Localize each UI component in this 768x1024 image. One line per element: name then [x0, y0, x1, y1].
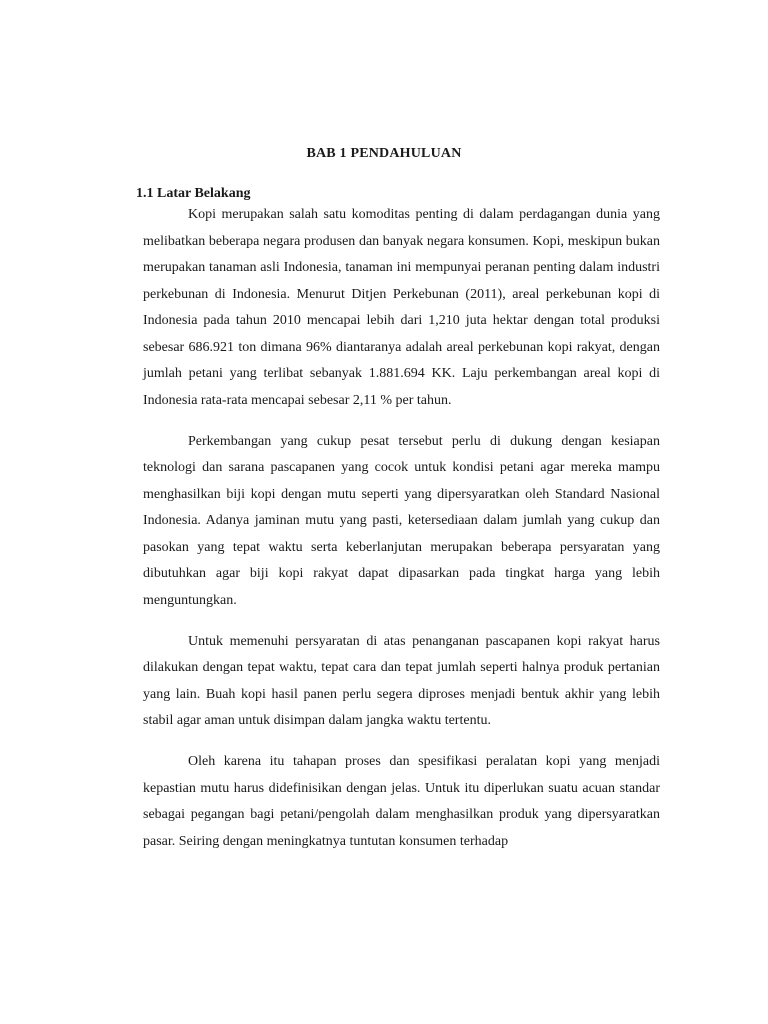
paragraph: Oleh karena itu tahapan proses dan spesifikasi peralatan kopi yang menjadi kepastian mutu harus didefinisikan dengan jelas. Untuk itu diperlukan suatu acuan standar sebagai pegangan bagi petani/pengolah dalam menghasilkan produk yang dipersyaratkan pasar. Seiring dengan meningkatnya tuntutan konsumen terhadap — [143, 754, 660, 849]
body-text — [143, 202, 660, 855]
chapter-title: BAB 1 PENDAHULUAN — [306, 146, 462, 161]
paragraph: Untuk memenuhi persyaratan di atas penanganan pascapanen kopi rakyat harus dilakukan dengan tepat waktu, tepat cara dan tepat jumlah seperti halnya produk pertanian yang lain. Buah kopi hasil panen perlu segera diproses menjadi bentuk akhir yang lebih stabil agar aman untuk disimpan dalam jangka waktu tertentu. — [143, 633, 660, 728]
section-heading: 1.1 Latar Belakang — [136, 186, 251, 201]
paragraph: Kopi merupakan salah satu komoditas penting di dalam perdagangan dunia yang melibatkan beberapa negara produsen dan banyak negara konsumen. Kopi, meskipun bukan merupakan tanaman asli Indonesia, tanaman ini mempunyai peranan penting dalam industri perkebunan di Indonesia. Menurut Ditjen Perkebunan (2011), areal perkebunan kopi di Indonesia pada tahun 2010 mencapai lebih dari 1,210 juta hektar dengan total produksi sebesar 686.921 ton dimana 96% diantaranya adalah areal perkebunan kopi rakyat, dengan jumlah petani yang terlibat sebanyak 1.881.694 KK. Laju perkembangan areal kopi di Indonesia rata-rata mencapai sebesar 2,11 % per tahun. — [143, 207, 660, 408]
paragraph: Perkembangan yang cukup pesat tersebut perlu di dukung dengan kesiapan teknologi dan sarana pascapanen yang cocok untuk kondisi petani agar mereka mampu menghasilkan biji kopi dengan mutu seperti yang dipersyaratkan oleh Standard Nasional Indonesia. Adanya jaminan mutu yang pasti, ketersediaan dalam jumlah yang cukup dan pasokan yang tepat waktu serta keberlanjutan merupakan beberapa persyaratan yang dibutuhkan agar biji kopi rakyat dapat dipasarkan pada tingkat harga yang lebih menguntungkan. — [143, 433, 660, 608]
